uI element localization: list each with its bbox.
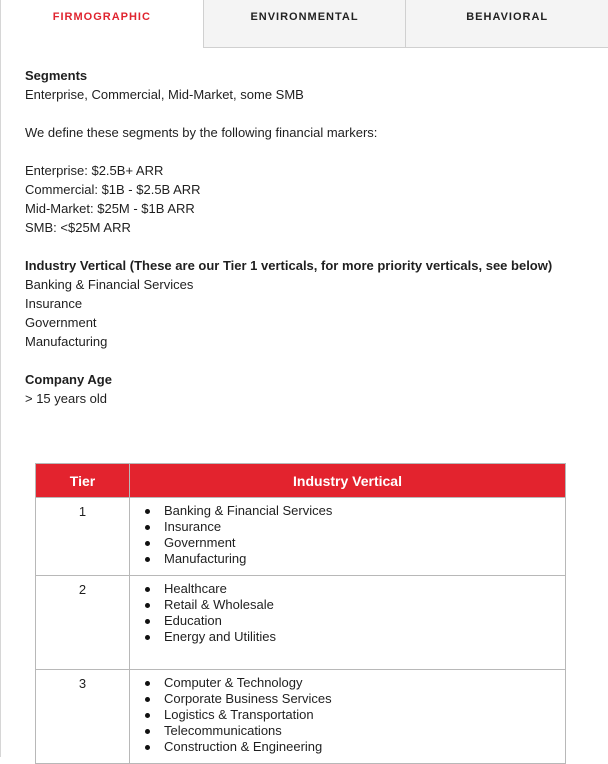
tier-column-header: Tier — [36, 464, 130, 498]
list-item: Banking & Financial Services — [142, 503, 565, 519]
company-age-value: > 15 years old — [25, 391, 108, 406]
company-age-heading: Company Age — [25, 372, 112, 387]
marker-enterprise: Enterprise: $2.5B+ ARR — [25, 163, 164, 178]
list-item: Retail & Wholesale — [142, 597, 565, 613]
marker-mid-market: Mid-Market: $25M - $1B ARR — [25, 201, 195, 216]
list-item: Education — [142, 613, 565, 629]
industry-item: Insurance — [25, 296, 83, 311]
list-item: Logistics & Transportation — [142, 707, 565, 723]
industry-heading: Industry Vertical (These are our Tier 1 verticals, for more priority verticals, see below) — [25, 258, 553, 273]
tier-cell: 3 — [36, 670, 130, 764]
left-border — [0, 0, 1, 757]
marker-smb: SMB: <$25M ARR — [25, 220, 131, 235]
industry-column-header: Industry Vertical — [130, 464, 566, 498]
tab-firmographic[interactable]: FIRMOGRAPHIC — [1, 0, 203, 48]
industry-item: Banking & Financial Services — [25, 277, 194, 292]
tab-bar — [1, 0, 608, 48]
list-item: Computer & Technology — [142, 675, 565, 691]
table-row — [36, 576, 566, 670]
list-item: Telecommunications — [142, 723, 565, 739]
industry-item: Manufacturing — [25, 334, 108, 349]
firmographic-content — [25, 66, 595, 408]
vertical-cell — [130, 576, 566, 670]
segments-intro: We define these segments by the following financial markers: — [25, 125, 378, 140]
list-item: Government — [142, 535, 565, 551]
marker-commercial: Commercial: $1B - $2.5B ARR — [25, 182, 201, 197]
list-item: Insurance — [142, 519, 565, 535]
table-row — [36, 498, 566, 576]
tier-cell: 2 — [36, 576, 130, 670]
tab-environmental[interactable]: ENVIRONMENTAL — [203, 0, 406, 48]
tier-table — [35, 463, 566, 764]
list-item: Construction & Engineering — [142, 739, 565, 755]
segments-value: Enterprise, Commercial, Mid-Market, some SMB — [25, 87, 304, 102]
table-row — [36, 670, 566, 764]
segments-heading: Segments — [25, 68, 88, 83]
industry-item: Government — [25, 315, 97, 330]
vertical-cell — [130, 498, 566, 576]
list-item: Healthcare — [142, 581, 565, 597]
list-item: Corporate Business Services — [142, 691, 565, 707]
list-item: Manufacturing — [142, 551, 565, 567]
tab-behavioral[interactable]: BEHAVIORAL — [405, 0, 608, 48]
tier-cell: 1 — [36, 498, 130, 576]
vertical-cell — [130, 670, 566, 764]
list-item: Energy and Utilities — [142, 629, 565, 645]
